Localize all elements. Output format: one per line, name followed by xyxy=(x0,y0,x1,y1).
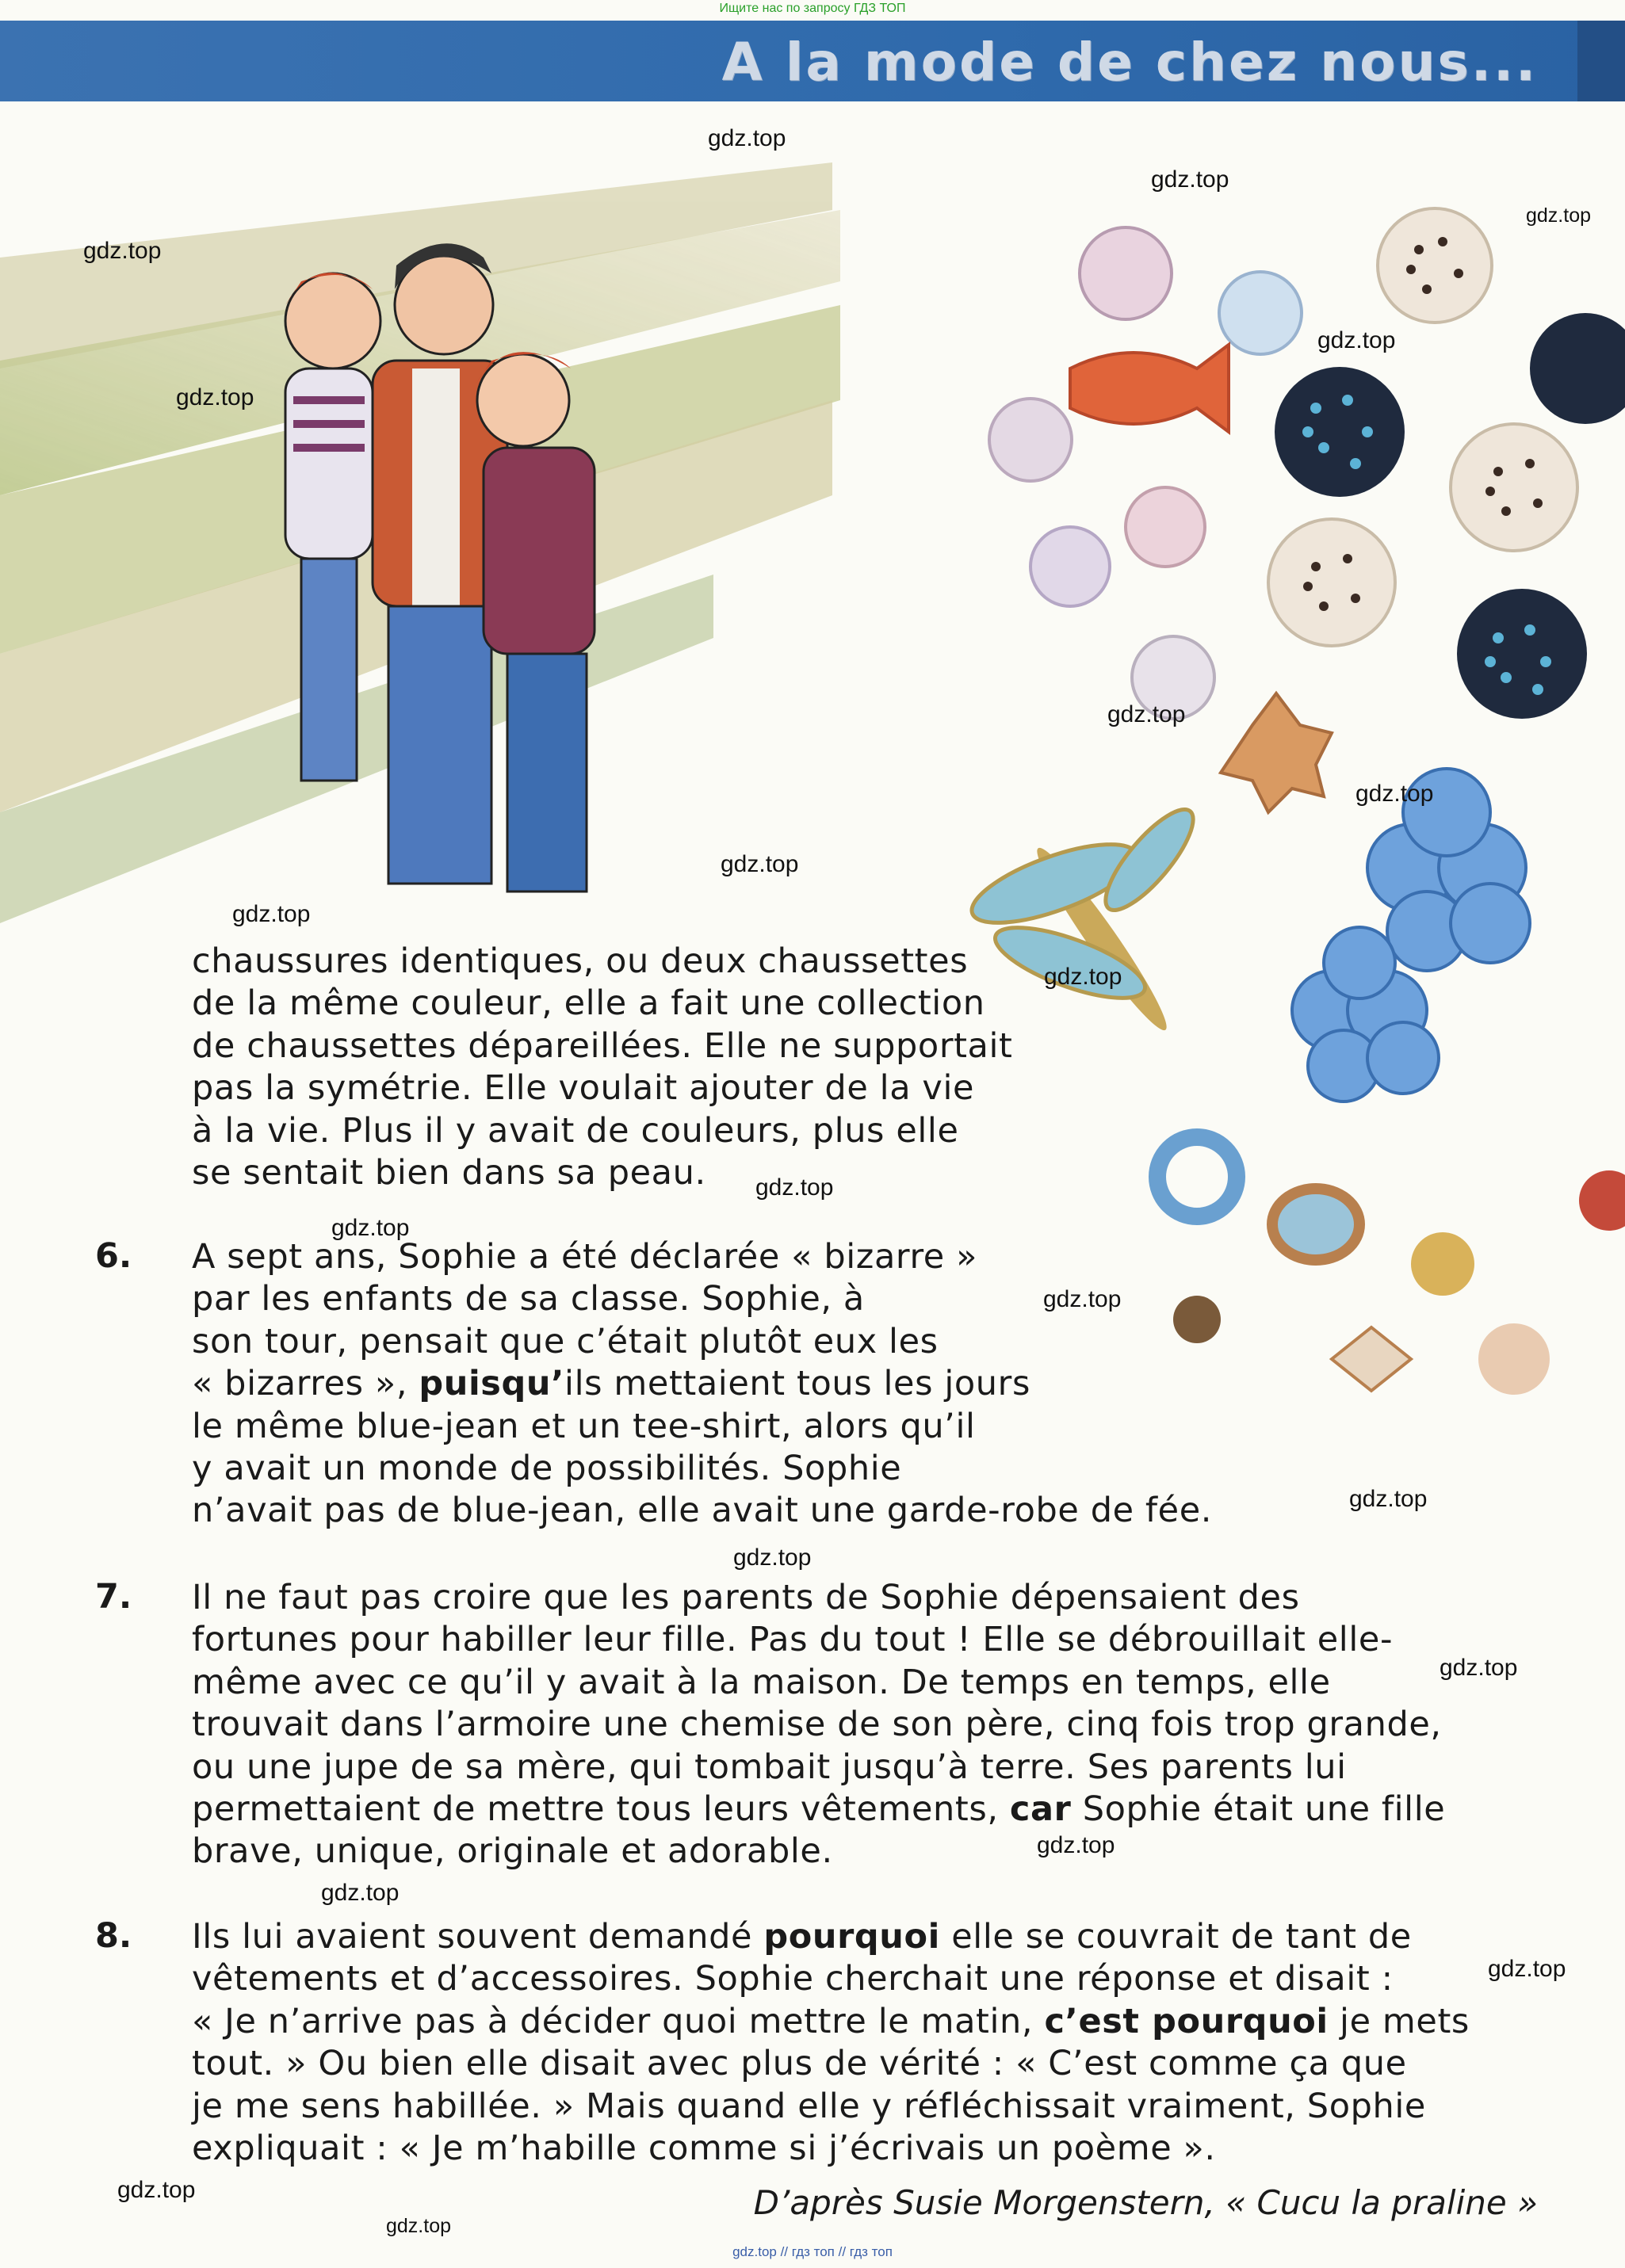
watermark: gdz.top xyxy=(1044,964,1122,990)
paragraph-number: 6. xyxy=(95,1236,132,1276)
text-line: tout. » Ou bien elle disait avec plus de vérité : « C’est comme ça que xyxy=(192,2044,1407,2084)
watermark: gdz.top xyxy=(321,1880,400,1906)
text-line: n’avait pas de blue-jean, elle avait une garde-robe de fée. xyxy=(192,1491,1213,1531)
paragraph-8 xyxy=(192,1916,1470,2170)
text-line: Il ne faut pas croire que les parents de Sophie dépensaient des xyxy=(192,1578,1300,1617)
text-line: trouvait dans l’armoire une chemise de son père, cinq fois trop grande, xyxy=(192,1705,1442,1745)
flower-button xyxy=(1221,693,1332,812)
watermark: gdz.top xyxy=(83,238,162,264)
banner-edge xyxy=(1577,21,1625,101)
text-line: brave, unique, originale et adorable. xyxy=(192,1831,833,1872)
watermark: gdz.top xyxy=(232,901,311,927)
watermark: gdz.top xyxy=(1355,781,1434,807)
paragraph-6 xyxy=(192,1236,1212,1533)
watermark: gdz.top xyxy=(1107,701,1186,727)
text-line: A sept ans, Sophie a été déclarée « bizarre » xyxy=(192,1237,978,1277)
round-brooch xyxy=(1157,1137,1237,1216)
watermark: gdz.top xyxy=(1043,1286,1122,1312)
title-banner xyxy=(0,21,1625,101)
pastel-buttons xyxy=(989,227,1302,719)
text-line: se sentait bien dans sa peau. xyxy=(192,1153,706,1193)
text-line: « Je n’arrive pas à décider quoi mettre le matin, c’est pourquoi je mets xyxy=(192,2001,1470,2041)
blue-flower-brooches xyxy=(1292,769,1530,1102)
watermark: gdz.top xyxy=(117,2177,196,2203)
keyword-pourquoi: pourquoi xyxy=(763,1917,940,1957)
paragraph-number: 8. xyxy=(95,1916,132,1956)
text-line: Ils lui avaient souvent demandé pourquoi elle se couvrait de tant de xyxy=(192,1917,1412,1957)
keyword-car: car xyxy=(1009,1789,1072,1830)
text-line: à la vie. Plus il y avait de couleurs, plus elle xyxy=(192,1110,959,1151)
text-line: par les enfants de sa classe. Sophie, à xyxy=(192,1279,865,1319)
paragraph-number: 7. xyxy=(95,1577,132,1617)
watermark: gdz.top xyxy=(1488,1956,1566,1982)
page-title: A la mode de chez nous... xyxy=(721,32,1538,93)
source-attribution: D’après Susie Morgenstern, « Cucu la praline » xyxy=(753,2183,1538,2222)
watermark: gdz.top xyxy=(1317,327,1396,353)
watermark: gdz.top xyxy=(733,1544,812,1571)
text-line: même avec ce qu’il y avait à la maison. De temps en temps, elle xyxy=(192,1662,1331,1702)
watermark: gdz.top xyxy=(721,851,799,877)
text-line: y avait un monde de possibilités. Sophie xyxy=(192,1449,902,1489)
keyword-cest-pourquoi: c’est pourquoi xyxy=(1044,2001,1329,2041)
buttons-and-brooches-photo xyxy=(912,170,1625,1407)
text-line: fortunes pour habiller leur fille. Pas du tout ! Elle se débrouillait elle- xyxy=(192,1620,1394,1660)
polka-dot-buttons xyxy=(1268,208,1625,719)
watermark: gdz.top xyxy=(386,2215,452,2237)
text-line: expliquait : « Je m’habille comme si j’écrivais un poème ». xyxy=(192,2129,1216,2169)
paragraph-7 xyxy=(192,1577,1445,1873)
text-line: le même blue-jean et un tee-shirt, alors qu’il xyxy=(192,1406,976,1446)
watermark: gdz.top xyxy=(1037,1832,1115,1858)
watermark: gdz.top xyxy=(176,384,254,410)
paragraph-5-continuation xyxy=(192,941,1013,1194)
text-line: je me sens habillée. » Mais quand elle y réfléchissait vraiment, Sophie xyxy=(192,2086,1426,2126)
watermark: gdz.top xyxy=(331,1215,410,1241)
text-line: ou une jupe de sa mère, qui tombait jusqu’à terre. Ses parents lui xyxy=(192,1747,1347,1787)
footer-note: gdz.top // гдз топ // гдз топ xyxy=(732,2244,893,2259)
text-line: de la même couleur, elle a fait une collection xyxy=(192,983,985,1024)
text-line: de chaussettes dépareillées. Elle ne supportait xyxy=(192,1025,1013,1066)
text-line: chaussures identiques, ou deux chaussettes xyxy=(192,941,969,981)
oval-brooch xyxy=(1272,1189,1359,1260)
text-line: son tour, pensait que c’était plutôt eux les xyxy=(192,1321,939,1361)
text-line: vêtements et d’accessoires. Sophie cherchait une réponse et disait : xyxy=(192,1959,1394,1999)
teenagers-illustration xyxy=(0,162,856,955)
keyword-puisqu: puisqu’ xyxy=(419,1364,565,1404)
watermark: gdz.top xyxy=(1526,204,1592,227)
text-line: pas la symétrie. Elle voulait ajouter de la vie xyxy=(192,1068,975,1109)
watermark: gdz.top xyxy=(1440,1655,1518,1681)
watermark: gdz.top xyxy=(1349,1486,1428,1512)
watermark: gdz.top xyxy=(755,1174,834,1201)
watermark: gdz.top xyxy=(708,125,786,151)
top-note: Ищите нас по запросу ГДЗ ТОП xyxy=(719,2,906,15)
small-charms xyxy=(1173,1170,1625,1395)
text-line: « bizarres », puisqu’ils mettaient tous les jours xyxy=(192,1364,1030,1404)
watermark: gdz.top xyxy=(1151,166,1229,193)
text-line: permettaient de mettre tous leurs vêtements, car Sophie était une fille xyxy=(192,1789,1446,1830)
